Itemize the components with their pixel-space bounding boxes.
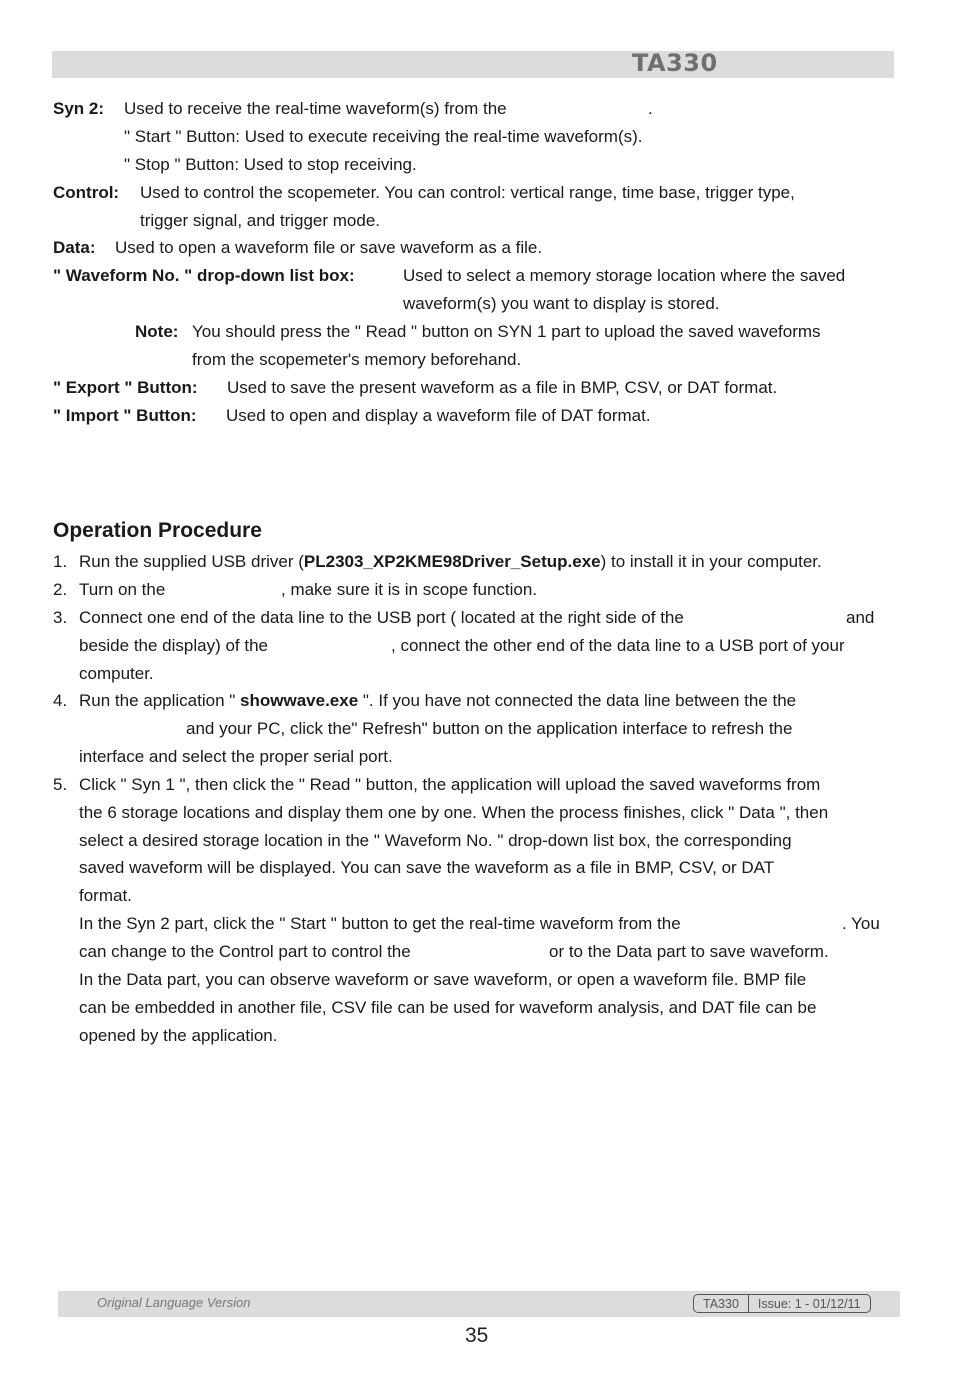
note-text-1: You should press the " Read " button on SYN 1 part to upload the saved waveforms [192, 322, 821, 341]
step-5-line-10: opened by the application. [79, 1026, 278, 1045]
footer-language-note: Original Language Version [97, 1295, 251, 1310]
syn2-start: " Start " Button: Used to execute receiving the real-time waveform(s). [124, 127, 643, 146]
step-3-line-3: computer. [79, 664, 154, 683]
step-5-line-1: Click " Syn 1 ", then click the " Read " button, the application will upload the saved waveforms from [79, 775, 821, 794]
step-1-a: Run the supplied USB driver ( [79, 552, 304, 571]
step-5-line-7a: can change to the Control part to control the [79, 942, 411, 961]
step-5-line-3: select a desired storage location in the " Waveform No. " drop-down list box, the corresponding [79, 831, 792, 850]
step-4-line-1c: ". If you have not connected the data line between the the [358, 691, 797, 710]
header-bar [52, 51, 894, 78]
note-label: Note: [135, 322, 179, 341]
step-3-line-1b: and [846, 608, 875, 627]
step-5-line-2: the 6 storage locations and display them one by one. When the process finishes, click " Data ", then [79, 803, 829, 822]
data-text: Used to open a waveform file or save waveform as a file. [115, 238, 543, 257]
note-text-2: from the scopemeter's memory beforehand. [192, 350, 522, 369]
step-number: 3. [53, 608, 68, 627]
step-5-line-5: format. [79, 886, 132, 905]
data-label: Data: [53, 238, 96, 257]
import-button-label: " Import " Button: [53, 406, 197, 425]
waveform-no-label: " Waveform No. " drop-down list box: [53, 266, 355, 285]
syn2-text: Used to receive the real-time waveform(s) from the [124, 99, 507, 118]
footer-doc-info [693, 1294, 871, 1313]
step-1-c: ) to install it in your computer. [600, 552, 822, 571]
app-filename: showwave.exe [240, 691, 359, 710]
control-text-2: trigger signal, and trigger mode. [140, 211, 381, 230]
step-5-line-8: In the Data part, you can observe waveform or save waveform, or open a waveform file. BMP file [79, 970, 807, 989]
waveform-no-text-2: waveform(s) you want to display is stored. [403, 294, 720, 313]
step-3-line-2a: beside the display) of the [79, 636, 269, 655]
step-4-line-1a: Run the application " [79, 691, 241, 710]
header-title: TA330 [632, 49, 718, 77]
waveform-no-text-1: Used to select a memory storage location where the saved [403, 266, 846, 285]
export-button-label: " Export " Button: [53, 378, 198, 397]
step-number: 2. [53, 580, 68, 599]
page-number: 35 [465, 1324, 489, 1347]
control-label: Control: [53, 183, 120, 202]
step-1 [79, 551, 822, 573]
step-5-line-9: can be embedded in another file, CSV file can be used for waveform analysis, and DAT file can be [79, 998, 817, 1017]
step-number: 5. [53, 775, 68, 794]
syn2-stop: " Stop " Button: Used to stop receiving. [124, 155, 417, 174]
control-text-1: Used to control the scopemeter. You can control: vertical range, time base, trigger type, [140, 183, 795, 202]
step-number: 1. [53, 552, 68, 571]
step-number: 4. [53, 691, 68, 710]
section-heading: Operation Procedure [53, 519, 262, 542]
syn2-label: Syn 2: [53, 99, 105, 118]
footer-model: TA330 [703, 1296, 739, 1311]
step-3-line-2b: , connect the other end of the data line to a USB port of your [391, 636, 845, 655]
step-2-b: , make sure it is in scope function. [281, 580, 538, 599]
step-2-a: Turn on the [79, 580, 166, 599]
step-5-line-7b: or to the Data part to save waveform. [549, 942, 829, 961]
step-5-line-4: saved waveform will be displayed. You can save the waveform as a file in BMP, CSV, or DAT [79, 858, 775, 877]
export-button-text: Used to save the present waveform as a file in BMP, CSV, or DAT format. [227, 378, 778, 397]
syn2-line [53, 98, 104, 120]
syn2-trail: . [648, 99, 653, 118]
import-button-text: Used to open and display a waveform file of DAT format. [226, 406, 651, 425]
step-4-line-3: interface and select the proper serial port. [79, 747, 393, 766]
footer-issue: Issue: 1 - 01/12/11 [757, 1296, 861, 1311]
driver-filename: PL2303_XP2KME98Driver_Setup.exe [303, 552, 601, 571]
step-5-line-6a: In the Syn 2 part, click the " Start " button to get the real-time waveform from the [79, 914, 681, 933]
step-3-line-1a: Connect one end of the data line to the USB port ( located at the right side of the [79, 608, 684, 627]
step-5-line-6b: . You [842, 914, 880, 933]
step-4-line-2: and your PC, click the" Refresh" button on the application interface to refresh the [186, 719, 793, 738]
step-4-line-1 [79, 690, 796, 712]
